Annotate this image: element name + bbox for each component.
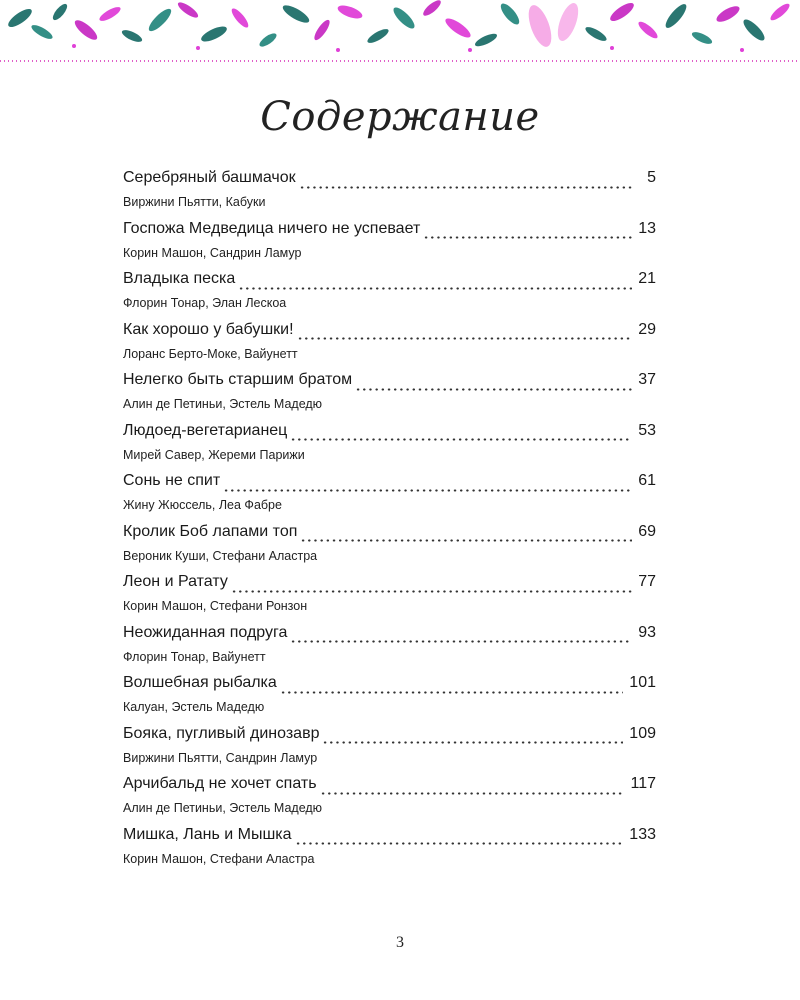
toc-entry bbox=[123, 624, 656, 675]
story-authors: Корин Машон, Стефани Аластра bbox=[123, 851, 315, 866]
story-authors: Алин де Петиньи, Эстель Мадедю bbox=[123, 397, 323, 411]
story-authors: Корин Машон, Сандрин Ламур bbox=[123, 245, 302, 260]
dot-leader bbox=[238, 287, 632, 290]
toc-entry-row bbox=[123, 220, 656, 246]
dot-leader bbox=[280, 691, 624, 694]
dot-leader bbox=[320, 792, 625, 795]
story-page-number: 133 bbox=[629, 825, 656, 843]
dot-leader bbox=[290, 640, 632, 643]
toc-entry bbox=[123, 371, 656, 422]
toc-entry-row bbox=[123, 169, 656, 195]
story-page-number: 5 bbox=[647, 169, 656, 186]
toc-entry bbox=[123, 674, 656, 725]
story-page-number: 93 bbox=[638, 623, 656, 641]
toc-entry-row bbox=[123, 321, 656, 347]
story-page-number: 77 bbox=[638, 573, 656, 590]
dot-leader bbox=[290, 438, 632, 441]
toc-entry-row bbox=[123, 371, 656, 397]
dot-leader bbox=[322, 741, 623, 744]
story-page-number: 109 bbox=[629, 724, 656, 742]
story-title: Как хорошо у бабушки! bbox=[123, 320, 294, 338]
dot-leader bbox=[423, 236, 632, 239]
dot-leader bbox=[231, 590, 632, 593]
dot-leader bbox=[223, 489, 632, 492]
toc-entry-row bbox=[123, 472, 656, 498]
story-page-number: 13 bbox=[638, 219, 656, 237]
toc-entry bbox=[123, 472, 656, 523]
toc-entry-row bbox=[123, 573, 656, 599]
toc-entry bbox=[123, 826, 656, 877]
toc-entry-row bbox=[123, 624, 656, 650]
story-authors: Флорин Тонар, Вайунетт bbox=[123, 649, 266, 664]
story-title: Кролик Боб лапами топ bbox=[123, 522, 298, 540]
table-of-contents bbox=[123, 169, 656, 876]
toc-entry-row bbox=[123, 674, 656, 700]
story-title: Сонь не спит bbox=[123, 472, 221, 489]
toc-entry-row bbox=[123, 775, 656, 801]
dot-leader bbox=[355, 388, 632, 391]
story-authors: Жину Жюссель, Леа Фабре bbox=[123, 498, 282, 512]
story-authors: Виржини Пьятти, Кабуки bbox=[123, 195, 266, 209]
story-title: Нелегко быть старшим братом bbox=[123, 371, 353, 388]
toc-entry-row bbox=[123, 523, 656, 549]
story-page-number: 29 bbox=[638, 320, 656, 338]
story-page-number: 37 bbox=[638, 371, 656, 388]
story-authors: Флорин Тонар, Элан Лескоа bbox=[123, 296, 287, 310]
story-title: Мишка, Лань и Мышка bbox=[123, 825, 292, 843]
toc-entry bbox=[123, 775, 656, 826]
toc-entry bbox=[123, 169, 656, 220]
story-title: Арчибальд не хочет спать bbox=[123, 775, 317, 792]
story-authors: Лоранс Берто-Моке, Вайунетт bbox=[123, 346, 298, 361]
page-title: Содержание bbox=[260, 94, 540, 140]
story-title: Леон и Ратату bbox=[123, 573, 228, 590]
floral-banner bbox=[0, 0, 800, 66]
toc-entry bbox=[123, 220, 656, 271]
story-page-number: 117 bbox=[630, 775, 656, 792]
story-page-number: 61 bbox=[638, 472, 656, 489]
story-title: Серебряный башмачок bbox=[123, 169, 296, 186]
toc-entry-row bbox=[123, 826, 656, 852]
story-authors: Мирей Савер, Жереми Парижи bbox=[123, 447, 305, 462]
toc-entry bbox=[123, 573, 656, 624]
story-page-number: 69 bbox=[638, 522, 656, 540]
toc-entry bbox=[123, 270, 656, 321]
toc-entry bbox=[123, 725, 656, 776]
toc-entry-row bbox=[123, 270, 656, 296]
story-title: Неожиданная подруга bbox=[123, 623, 288, 641]
story-page-number: 53 bbox=[638, 421, 656, 439]
dot-leader bbox=[295, 842, 624, 845]
story-title: Госпожа Медведица ничего не успевает bbox=[123, 219, 421, 237]
toc-entry-row bbox=[123, 725, 656, 751]
story-title: Владыка песка bbox=[123, 270, 236, 287]
page-number: 3 bbox=[396, 934, 404, 951]
story-authors: Виржини Пьятти, Сандрин Ламур bbox=[123, 750, 318, 765]
toc-entry bbox=[123, 523, 656, 574]
story-title: Бояка, пугливый динозавр bbox=[123, 724, 320, 742]
story-authors: Алин де Петиньи, Эстель Мадедю bbox=[123, 801, 323, 815]
story-page-number: 21 bbox=[638, 270, 656, 287]
dot-leader bbox=[297, 337, 632, 340]
story-authors: Корин Машон, Стефани Ронзон bbox=[123, 599, 308, 613]
toc-entry bbox=[123, 321, 656, 372]
story-authors: Вероник Куши, Стефани Аластра bbox=[123, 548, 318, 563]
story-title: Волшебная рыбалка bbox=[123, 674, 277, 691]
story-title: Людоед-вегетарианец bbox=[123, 421, 288, 439]
story-page-number: 101 bbox=[629, 674, 656, 691]
toc-entry-row bbox=[123, 422, 656, 448]
story-authors: Калуан, Эстель Мадедю bbox=[123, 700, 265, 714]
dot-leader bbox=[299, 186, 632, 189]
dot-leader bbox=[300, 539, 632, 542]
toc-entry bbox=[123, 422, 656, 473]
